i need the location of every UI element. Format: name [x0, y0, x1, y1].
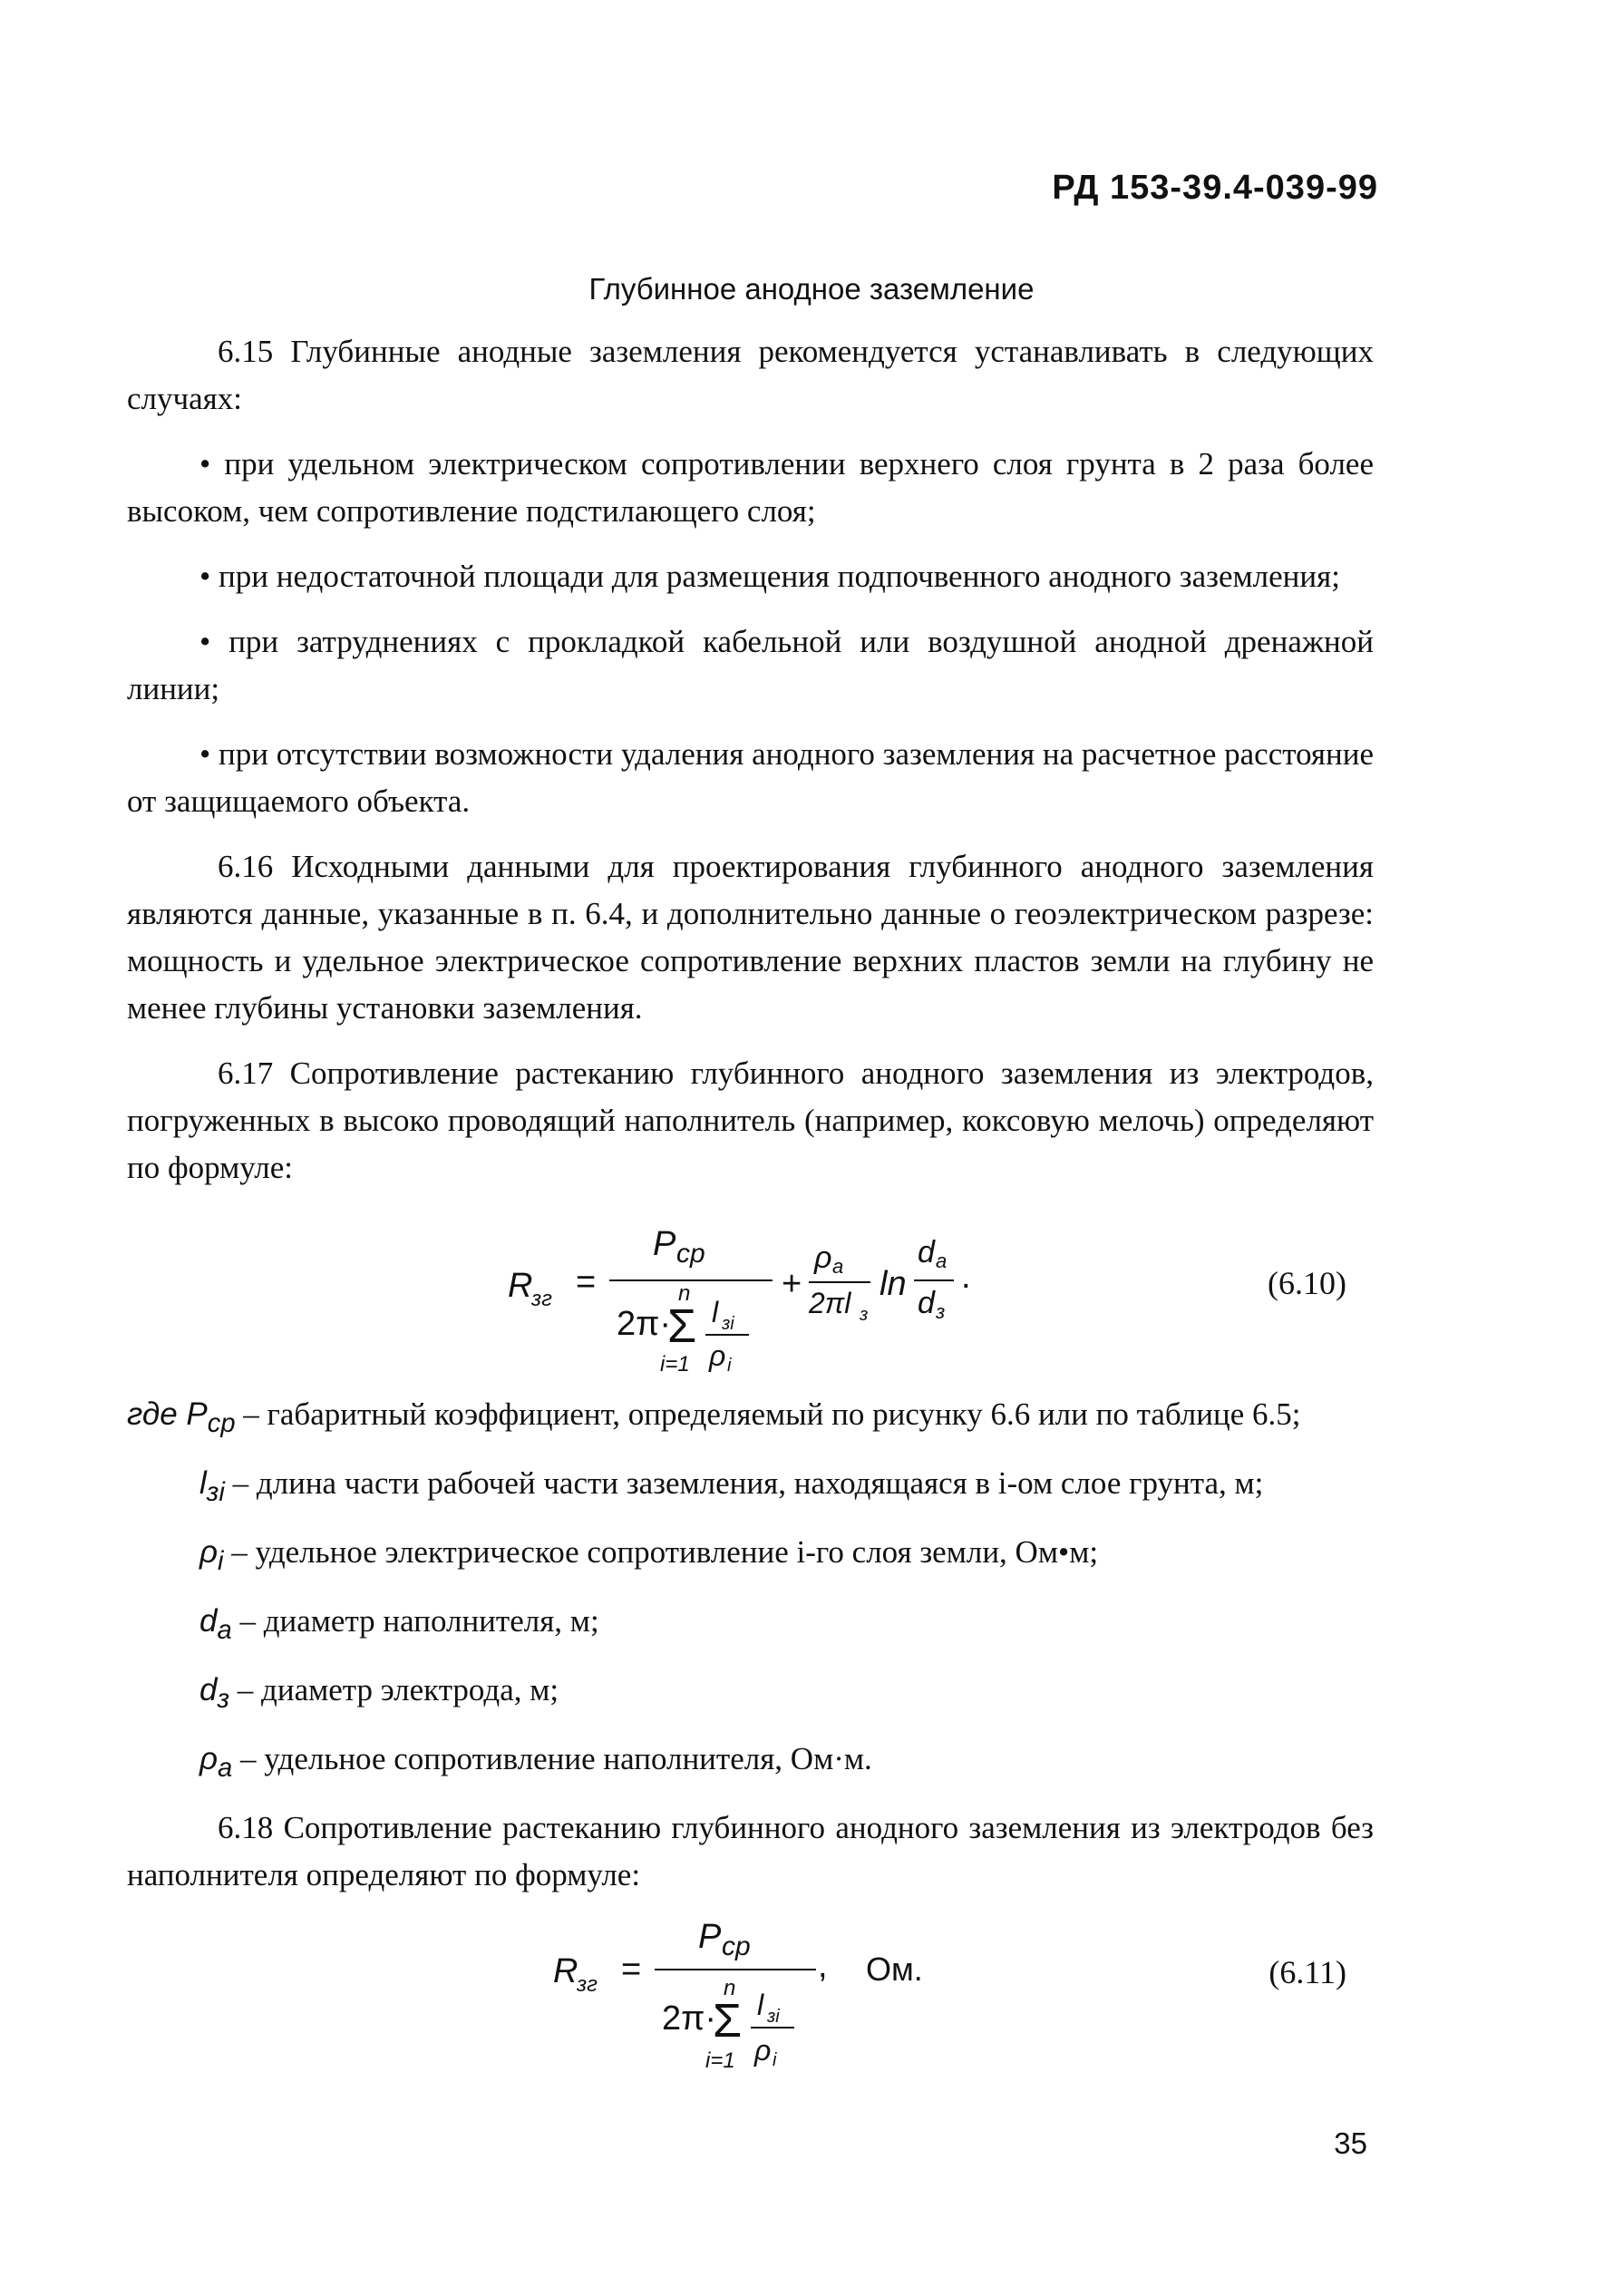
- sum-symbol: Σ: [667, 1300, 697, 1353]
- inner-numerator: l: [712, 1296, 719, 1328]
- definition-symbol: d: [199, 1603, 218, 1639]
- bullet-item: • при удельном электрическом сопротивлении верхнего слоя грунта в 2 раза более высоком, чем сопротивление подстилающего слоя;: [127, 446, 1374, 529]
- formula-lhs-sub: зг: [577, 1972, 598, 1997]
- sum-lower-limit: i=1: [705, 2048, 735, 2073]
- formula-6-10: [127, 1210, 1374, 1391]
- formula-den-coef: 2π·: [617, 1305, 672, 1343]
- definition-symbol: l: [199, 1465, 207, 1501]
- sum-upper-limit: n: [678, 1281, 691, 1306]
- definition-rho-a: [127, 1736, 1374, 1792]
- rho-numerator-sub: a: [832, 1255, 844, 1278]
- formula-6-11-graphic: [127, 1917, 1374, 2107]
- inner-numerator-sub: зi: [767, 2007, 780, 2027]
- definition-text: – габаритный коэффициент, определяемый по рисунку 6.6 или по таблице 6.5;: [235, 1396, 1301, 1432]
- two-pi-l: 2πl: [809, 1287, 851, 1319]
- definition-symbol: d: [199, 1672, 218, 1707]
- definition-rho-i: [127, 1529, 1374, 1585]
- formula-lhs: R: [508, 1267, 533, 1305]
- definition-d-a: [127, 1598, 1374, 1654]
- definition-text: – диаметр электрода, м;: [229, 1672, 559, 1707]
- definition-symbol: ρ: [199, 1741, 219, 1776]
- definition-d-z: [127, 1667, 1374, 1723]
- formula-dot: .: [961, 1258, 971, 1296]
- inner-denominator-sub: i: [727, 1356, 732, 1376]
- formula-lhs: R: [553, 1952, 578, 1990]
- sum-upper-limit: n: [724, 1976, 736, 2000]
- formula-lhs-sub: зг: [531, 1287, 552, 1311]
- d-numerator-sub: a: [936, 1250, 948, 1272]
- formula-equals: =: [576, 1263, 597, 1301]
- equation-number-6-11: (6.11): [1268, 1954, 1346, 1990]
- formula-numerator: P: [653, 1225, 676, 1263]
- formula-numerator: P: [698, 1918, 722, 1956]
- inner-denominator: ρ: [709, 1339, 726, 1372]
- document-body: [127, 328, 1374, 2107]
- document-code: РД 153-39.4-039-99: [1052, 169, 1378, 207]
- formula-6-11: [127, 1917, 1374, 2107]
- bullet-item: • при недостаточной площади для размещения подпочвенного анодного заземления;: [199, 559, 1340, 594]
- inner-denominator: ρ: [754, 2034, 772, 2067]
- two-pi-l-sub: з: [860, 1305, 869, 1325]
- definition-symbol: где P: [127, 1396, 208, 1432]
- inner-denominator-sub: i: [773, 2050, 777, 2070]
- sum-lower-limit: i=1: [660, 1352, 690, 1377]
- section-title: Глубинное анодное заземление: [588, 272, 1035, 306]
- definition-symbol-sub: a: [218, 1754, 233, 1783]
- sum-symbol: Σ: [713, 1995, 743, 2048]
- formula-numerator-sub: ср: [722, 1931, 751, 1961]
- paragraph-6-16: 6.16 Исходными данными для проектирования глубинного анодного заземления являются данные, указанные в п. 6.4, и дополнительно данные о геоэлектрическом разрезе: мощность и удельное электрическое сопротивление верхних пластов земли на глубину не менее глубины установки заземления.: [127, 849, 1374, 1026]
- definition-text: – диаметр наполнителя, м;: [231, 1603, 599, 1639]
- d-denominator-sub: з: [936, 1300, 946, 1323]
- inner-numerator: l: [757, 1989, 764, 2021]
- d-numerator: d: [918, 1235, 935, 1270]
- formula-comma: ,: [818, 1947, 828, 1985]
- formula-equals: =: [621, 1951, 642, 1989]
- formula-unit: Ом.: [866, 1951, 923, 1988]
- formula-6-10-graphic: [127, 1210, 1374, 1391]
- definition-symbol-sub: зi: [206, 1478, 225, 1507]
- rho-numerator: ρ: [814, 1240, 832, 1275]
- paragraph-6-17: 6.17 Сопротивление растеканию глубинного анодного заземления из электродов, погруженных в высоко проводящий наполнитель (например, коксовую мелочь) определяют по формуле:: [127, 1056, 1374, 1185]
- equation-number-6-10: (6.10): [1268, 1265, 1346, 1301]
- definition-symbol-sub: ср: [207, 1409, 236, 1438]
- definition-p-sr: [127, 1391, 1374, 1447]
- definition-text: – удельное сопротивление наполнителя, Ом·м.: [232, 1741, 872, 1776]
- d-denominator: d: [918, 1286, 935, 1320]
- inner-numerator-sub: зi: [722, 1314, 734, 1334]
- definition-l-zi: [127, 1460, 1374, 1516]
- formula-den-coef: 2π·: [662, 1999, 717, 2038]
- ln-symbol: ln: [880, 1265, 907, 1303]
- page-number: 35: [1334, 2126, 1367, 2160]
- definition-symbol-sub: a: [217, 1616, 232, 1645]
- formula-numerator-sub: ср: [676, 1239, 705, 1269]
- paragraph-6-18: 6.18 Сопротивление растеканию глубинного анодного заземления из электродов без наполнителя определяют по формуле:: [127, 1810, 1374, 1892]
- definition-symbol: ρ: [199, 1534, 219, 1570]
- bullet-item: • при отсутствии возможности удаления анодного заземления на расчетное расстояние от защищаемого объекта.: [127, 736, 1374, 819]
- paragraph-6-15: 6.15 Глубинные анодные заземления рекомендуется устанавливать в следующих случаях:: [127, 334, 1374, 416]
- bullet-item: • при затруднениях с прокладкой кабельной или воздушной анодной дренажной линии;: [127, 624, 1374, 706]
- definition-symbol-sub: з: [217, 1685, 230, 1714]
- definition-symbol-sub: i: [218, 1547, 224, 1576]
- definition-text: – удельное электрическое сопротивление i-го слоя земли, Ом•м;: [223, 1534, 1099, 1570]
- formula-plus: +: [782, 1265, 802, 1303]
- definition-text: – длина части рабочей части заземления, находящаяся в i-ом слое грунта, м;: [224, 1465, 1264, 1501]
